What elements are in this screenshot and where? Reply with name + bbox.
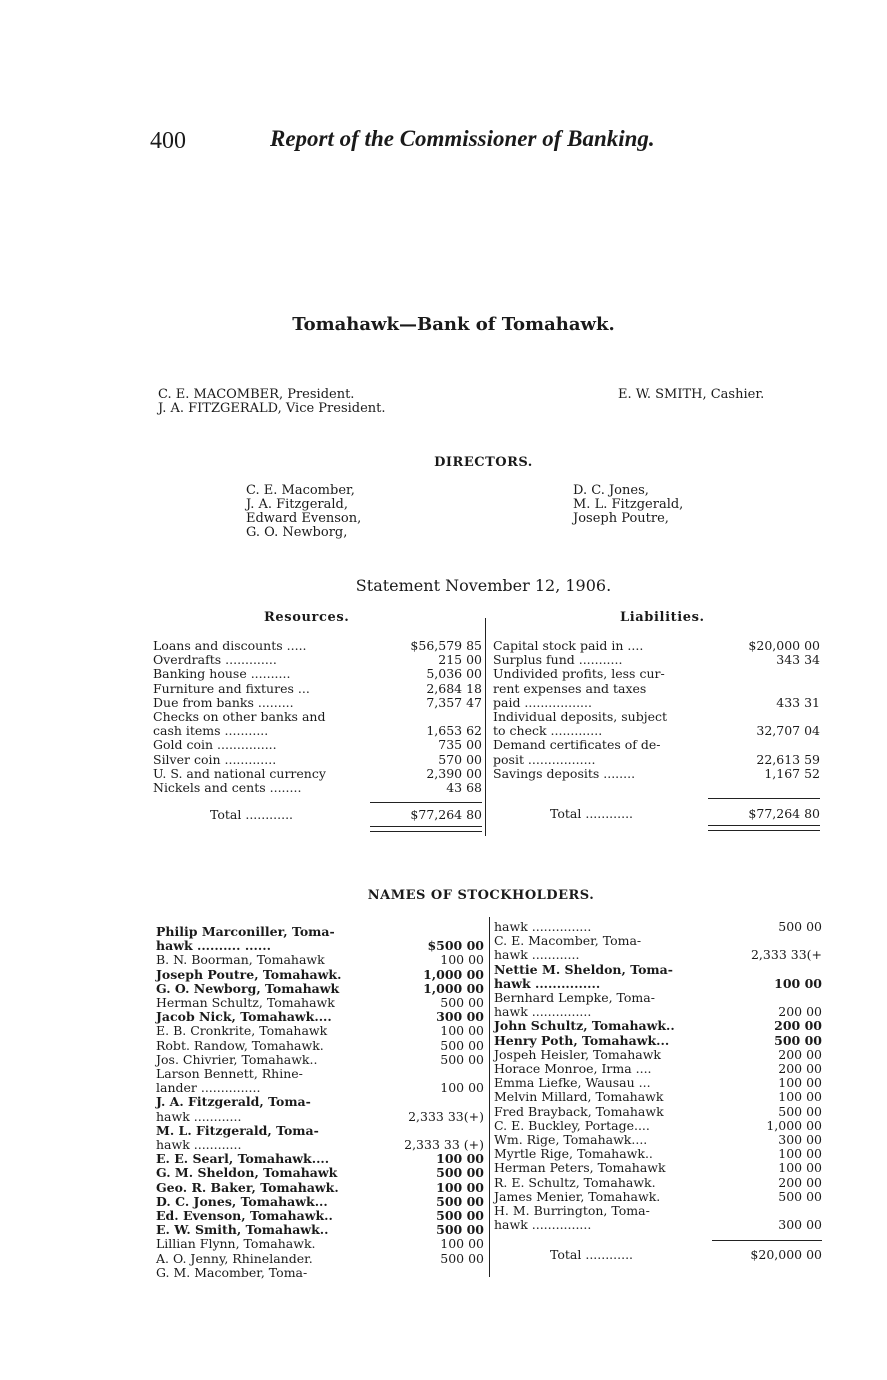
row-label: to check ............. <box>493 723 603 739</box>
president-line: C. E. MACOMBER, President. <box>158 387 355 402</box>
row-amount: 100 00 <box>778 1146 822 1162</box>
row-amount: 100 00 <box>440 952 484 968</box>
total-label: Total ............ <box>550 1247 634 1262</box>
director-name: D. C. Jones, <box>573 483 649 498</box>
row-amount: 100 00 <box>778 1160 822 1176</box>
row-amount: 2,390 00 <box>426 765 482 781</box>
statement-column-divider <box>485 618 486 836</box>
row-amount: 300 00 <box>778 1217 822 1233</box>
row-amount: 500 00 <box>778 1103 822 1119</box>
row-label: hawk ............ <box>156 1108 242 1124</box>
row-amount: 43 68 <box>446 780 482 795</box>
row-label: J. A. Fitzgerald, Toma- <box>156 1094 311 1110</box>
row-label: Loans and discounts ..... <box>153 638 307 653</box>
row-label: B. N. Boorman, Tomahawk <box>156 952 325 968</box>
statement-title: Statement November 12, 1906. <box>355 576 612 595</box>
row-amount: 100 00 <box>436 1179 484 1195</box>
row-label: Melvin Millard, Tomahawk <box>494 1089 664 1105</box>
directors-heading: DIRECTORS. <box>434 455 533 470</box>
row-label: Nickels and cents ........ <box>153 780 302 795</box>
row-amount: 500 00 <box>778 919 822 934</box>
row-amount: 215 00 <box>438 652 482 668</box>
row-amount: 2,333 33 (+) <box>404 1137 484 1152</box>
row-label: Fred Brayback, Tomahawk <box>494 1103 664 1119</box>
row-label: rent expenses and taxes <box>493 680 647 696</box>
row-amount: 343 34 <box>776 652 820 668</box>
row-label: Nettie M. Sheldon, Toma- <box>494 961 673 977</box>
row-label: John Schultz, Tomahawk.. <box>494 1018 675 1034</box>
row-amount: 500 00 <box>774 1032 822 1048</box>
row-label: Capital stock paid in .... <box>493 638 644 653</box>
stockholders-column-divider <box>489 917 490 1277</box>
row-label: Furniture and fixtures ... <box>153 680 310 696</box>
row-label: Surplus fund ........... <box>493 652 623 668</box>
row-amount: 100 00 <box>778 1089 822 1105</box>
directors-left-list <box>246 484 361 540</box>
row-amount: 1,653 62 <box>426 723 482 739</box>
row-label: E. W. Smith, Tomahawk.. <box>156 1222 329 1238</box>
row-label: Jospeh Heisler, Tomahawk <box>494 1046 662 1062</box>
row-label: Banking house .......... <box>153 666 291 682</box>
liabilities-heading: Liabilities. <box>620 610 705 625</box>
resources-double-rule <box>370 826 482 832</box>
director-name: J. A. Fitzgerald, <box>246 497 348 512</box>
stockholders-total-amount: $20,000 00 <box>750 1247 822 1262</box>
directors-right-list <box>573 484 683 526</box>
row-amount: 2,333 33(+) <box>408 1108 484 1124</box>
row-label: G. M. Macomber, Toma- <box>156 1264 308 1280</box>
liabilities-total-amount: $77,264 80 <box>748 806 820 821</box>
row-label: posit ................. <box>493 751 596 767</box>
row-label: Lillian Flynn, Tomahawk. <box>156 1236 316 1252</box>
row-label: Silver coin ............. <box>153 751 277 767</box>
row-label: A. O. Jenny, Rhinelander. <box>156 1250 313 1266</box>
director-name: Joseph Poutre, <box>573 511 669 526</box>
row-amount: 1,167 52 <box>764 765 820 781</box>
liabilities-double-rule <box>708 825 820 831</box>
row-label: lander ............... <box>156 1080 261 1096</box>
row-label: Myrtle Rige, Tomahawk.. <box>494 1146 653 1162</box>
row-amount: 200 00 <box>774 1018 822 1034</box>
row-amount: 500 00 <box>778 1188 822 1204</box>
row-label: hawk ............... <box>494 1217 592 1233</box>
row-amount: 100 00 <box>440 1236 484 1252</box>
row-amount: 500 00 <box>440 1051 484 1067</box>
row-amount: $56,579 85 <box>410 638 482 653</box>
row-label: hawk ............... <box>494 1004 592 1020</box>
row-label: Herman Peters, Tomahawk <box>494 1160 666 1176</box>
row-label: Ed. Evenson, Tomahawk.. <box>156 1208 333 1223</box>
row-label: Geo. R. Baker, Tomahawk. <box>156 1179 339 1195</box>
row-label: hawk .......... ...... <box>156 938 271 954</box>
row-label: U. S. and national currency <box>153 765 326 781</box>
row-label: Robt. Randow, Tomahawk. <box>156 1037 324 1053</box>
row-amount: 7,357 47 <box>426 694 482 710</box>
row-label: hawk ............ <box>156 1137 242 1152</box>
row-label: C. E. Macomber, Toma- <box>494 933 642 949</box>
row-label: H. M. Burrington, Toma- <box>494 1203 650 1218</box>
row-amount: 200 00 <box>778 1174 822 1190</box>
row-label: Joseph Poutre, Tomahawk. <box>156 966 342 982</box>
page-number: 400 <box>150 128 186 154</box>
row-amount: 735 00 <box>438 737 482 753</box>
row-label: Jos. Chivrier, Tomahawk.. <box>156 1051 318 1067</box>
row-amount: 100 00 <box>440 1080 484 1096</box>
stockholders-sum-rule <box>712 1240 822 1241</box>
row-amount: 500 00 <box>436 1208 484 1223</box>
row-amount: 500 00 <box>440 995 484 1010</box>
row-label: Bernhard Lempke, Toma- <box>494 990 655 1005</box>
row-amount: 200 00 <box>778 1004 822 1020</box>
row-label: Larson Bennett, Rhine- <box>156 1066 303 1081</box>
row-label: Demand certificates of de- <box>493 737 661 753</box>
row-label: hawk ............... <box>494 975 601 991</box>
row-amount: 1,000 00 <box>766 1117 822 1133</box>
row-amount: 300 00 <box>436 1009 484 1025</box>
row-amount: 500 00 <box>436 1193 484 1209</box>
resources-sum-rule <box>370 802 482 803</box>
row-amount: 200 00 <box>778 1061 822 1076</box>
total-label: Total ............ <box>550 806 634 821</box>
row-label: G. O. Newborg, Tomahawk <box>156 980 340 996</box>
row-label: Overdrafts ............. <box>153 652 277 668</box>
row-label: E. E. Searl, Tomahawk.... <box>156 1151 330 1167</box>
director-name: G. O. Newborg, <box>246 525 348 540</box>
row-label: G. M. Sheldon, Tomahawk <box>156 1165 338 1181</box>
row-label: Henry Poth, Tomahawk... <box>494 1032 670 1048</box>
row-label: Savings deposits ........ <box>493 765 636 781</box>
row-label: D. C. Jones, Tomahawk... <box>156 1193 328 1209</box>
row-label: cash items ........... <box>153 723 269 739</box>
row-amount: 1,000 00 <box>423 980 484 996</box>
row-amount: 2,333 33(+ <box>750 947 822 963</box>
vice-president-line: J. A. FITZGERALD, Vice President. <box>158 401 386 416</box>
row-label: hawk ............ <box>494 947 580 963</box>
director-name: C. E. Macomber, <box>246 483 355 498</box>
row-label: M. L. Fitzgerald, Toma- <box>156 1122 319 1138</box>
row-label: Checks on other banks and <box>153 709 326 724</box>
row-label: C. E. Buckley, Portage.... <box>494 1117 650 1133</box>
row-label: Undivided profits, less cur- <box>493 666 665 682</box>
row-label: Gold coin ............... <box>153 737 277 753</box>
cashier-line: E. W. SMITH, Cashier. <box>618 387 765 402</box>
row-label: Individual deposits, subject <box>493 709 668 724</box>
stockholders-heading: NAMES OF STOCKHOLDERS. <box>367 888 595 903</box>
row-label: E. B. Cronkrite, Tomahawk <box>156 1023 328 1039</box>
row-label: R. E. Schultz, Tomahawk. <box>494 1174 656 1190</box>
row-label: Wm. Rige, Tomahawk.... <box>494 1132 648 1147</box>
director-name: M. L. Fitzgerald, <box>573 497 684 512</box>
row-amount: 32,707 04 <box>756 723 820 739</box>
row-amount: 22,613 59 <box>756 751 820 767</box>
row-label: Philip Marconiller, Toma- <box>156 924 335 939</box>
row-label: hawk ............... <box>494 919 592 934</box>
resources-total-amount: $77,264 80 <box>410 807 482 822</box>
row-amount: 5,036 00 <box>426 666 482 682</box>
row-label: Jacob Nick, Tomahawk.... <box>156 1009 332 1025</box>
row-amount: $500 00 <box>427 938 484 954</box>
row-amount: 300 00 <box>778 1132 822 1147</box>
row-amount: 2,684 18 <box>426 680 482 696</box>
row-amount: 100 00 <box>440 1023 484 1039</box>
bank-title: Tomahawk—Bank of Tomahawk. <box>292 314 615 335</box>
row-amount: 100 00 <box>774 975 822 991</box>
director-name: Edward Evenson, <box>246 511 362 526</box>
row-label: Horace Monroe, Irma .... <box>494 1061 652 1076</box>
row-label: paid ................. <box>493 694 592 710</box>
row-amount: 200 00 <box>778 1046 822 1062</box>
total-label: Total ............ <box>210 807 294 822</box>
row-label: Emma Liefke, Wausau ... <box>494 1075 651 1091</box>
row-amount: $20,000 00 <box>748 638 820 653</box>
row-amount: 570 00 <box>438 751 482 767</box>
running-title: Report of the Commissioner of Banking. <box>270 126 655 151</box>
row-amount: 500 00 <box>436 1165 484 1181</box>
row-label: James Menier, Tomahawk. <box>494 1188 661 1204</box>
row-label: Due from banks ......... <box>153 694 294 710</box>
resources-heading: Resources. <box>264 610 350 625</box>
row-label: Herman Schultz, Tomahawk <box>156 995 335 1010</box>
row-amount: 500 00 <box>440 1250 484 1266</box>
row-amount: 1,000 00 <box>423 966 484 982</box>
row-amount: 500 00 <box>436 1222 484 1238</box>
row-amount: 100 00 <box>436 1151 484 1167</box>
liabilities-sum-rule <box>708 798 820 799</box>
row-amount: 100 00 <box>778 1075 822 1091</box>
row-amount: 500 00 <box>440 1037 484 1053</box>
row-amount: 433 31 <box>776 694 820 710</box>
